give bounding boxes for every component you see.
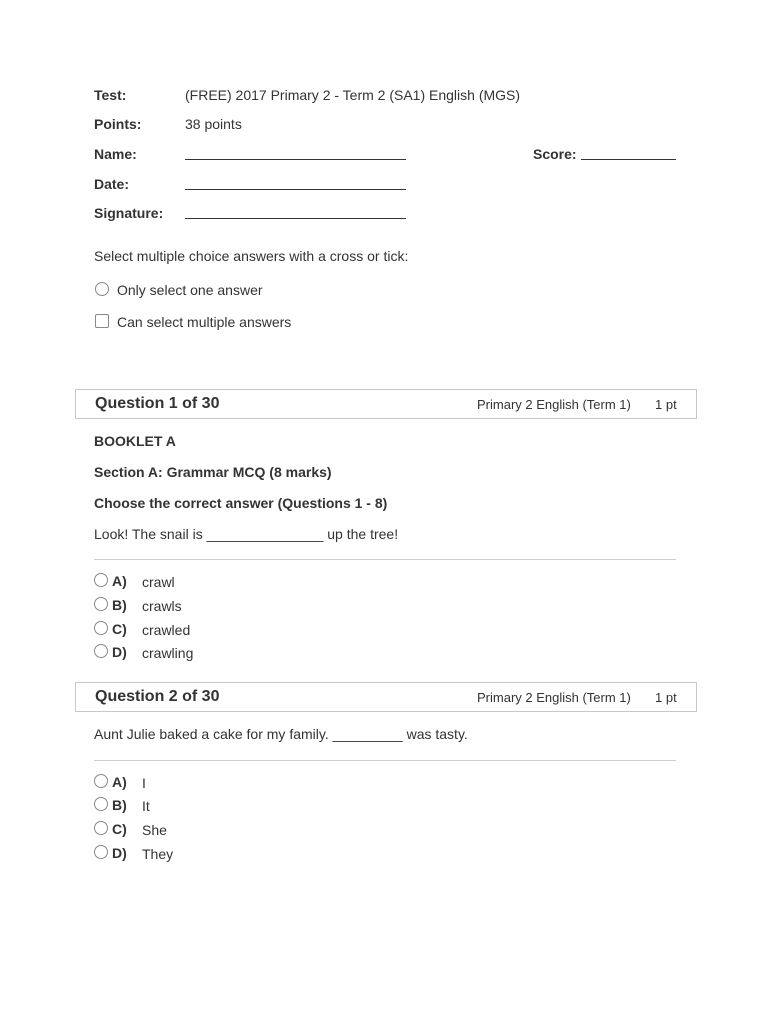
question-2-points: 1 pt [655, 690, 677, 705]
score-label: Score: [533, 146, 577, 162]
q1-option-d-letter: D) [112, 644, 127, 660]
legend-checkbox-icon [95, 314, 109, 328]
q1-option-d-radio[interactable] [94, 644, 108, 658]
question-1-title: Question 1 of 30 [95, 395, 220, 412]
q2-option-c-radio[interactable] [94, 821, 108, 835]
q2-option-c-text: She [142, 822, 167, 838]
points-label: Points: [94, 116, 142, 132]
booklet-heading: BOOKLET A [94, 433, 176, 449]
name-line [185, 159, 406, 160]
name-label: Name: [94, 146, 137, 162]
question-1-subject: Primary 2 English (Term 1) [477, 397, 631, 412]
test-title: (FREE) 2017 Primary 2 - Term 2 (SA1) English (MGS) [185, 87, 521, 103]
q2-option-a-text: I [142, 775, 146, 791]
signature-line [185, 218, 406, 219]
signature-label: Signature: [94, 205, 164, 221]
q1-option-c-letter: C) [112, 621, 127, 637]
question-1-prompt: Look! The snail is _______________ up the tree! [94, 526, 399, 542]
q2-option-c-letter: C) [112, 821, 127, 837]
q1-option-a-radio[interactable] [94, 573, 108, 587]
q2-option-b-text: It [142, 798, 150, 814]
section-heading: Section A: Grammar MCQ (8 marks) [94, 464, 332, 480]
question-2-subject: Primary 2 English (Term 1) [477, 690, 631, 705]
question-2-header [75, 682, 697, 712]
q2-option-d-text: They [142, 846, 174, 862]
legend-radio-icon [95, 282, 109, 296]
legend-multi-label: Can select multiple answers [117, 314, 292, 330]
q1-option-d-text: crawling [142, 645, 194, 661]
question-1-points: 1 pt [655, 397, 677, 412]
question-1-header [75, 389, 697, 419]
question-2-prompt: Aunt Julie baked a cake for my family. _________ was tasty. [94, 726, 468, 742]
date-line [185, 189, 406, 190]
q1-option-a-letter: A) [112, 573, 127, 589]
q2-option-a-letter: A) [112, 774, 127, 790]
points-value: 38 points [185, 116, 242, 132]
q2-option-b-radio[interactable] [94, 797, 108, 811]
q1-option-b-radio[interactable] [94, 597, 108, 611]
test-label: Test: [94, 87, 127, 103]
question-2-title: Question 2 of 30 [95, 688, 220, 705]
q2-option-b-letter: B) [112, 797, 127, 813]
direction-heading: Choose the correct answer (Questions 1 - 8) [94, 495, 388, 511]
instructions-text: Select multiple choice answers with a cross or tick: [94, 248, 409, 264]
q1-option-b-letter: B) [112, 597, 127, 613]
legend-single-label: Only select one answer [117, 282, 263, 298]
q2-option-d-letter: D) [112, 845, 127, 861]
q1-option-a-text: crawl [142, 574, 175, 590]
q2-option-a-radio[interactable] [94, 774, 108, 788]
date-label: Date: [94, 176, 130, 192]
q1-option-c-text: crawled [142, 622, 191, 638]
score-line [581, 159, 676, 160]
q1-option-c-radio[interactable] [94, 621, 108, 635]
q2-option-d-radio[interactable] [94, 845, 108, 859]
question-1-divider [94, 559, 676, 560]
question-2-divider [94, 760, 676, 761]
q1-option-b-text: crawls [142, 598, 182, 614]
